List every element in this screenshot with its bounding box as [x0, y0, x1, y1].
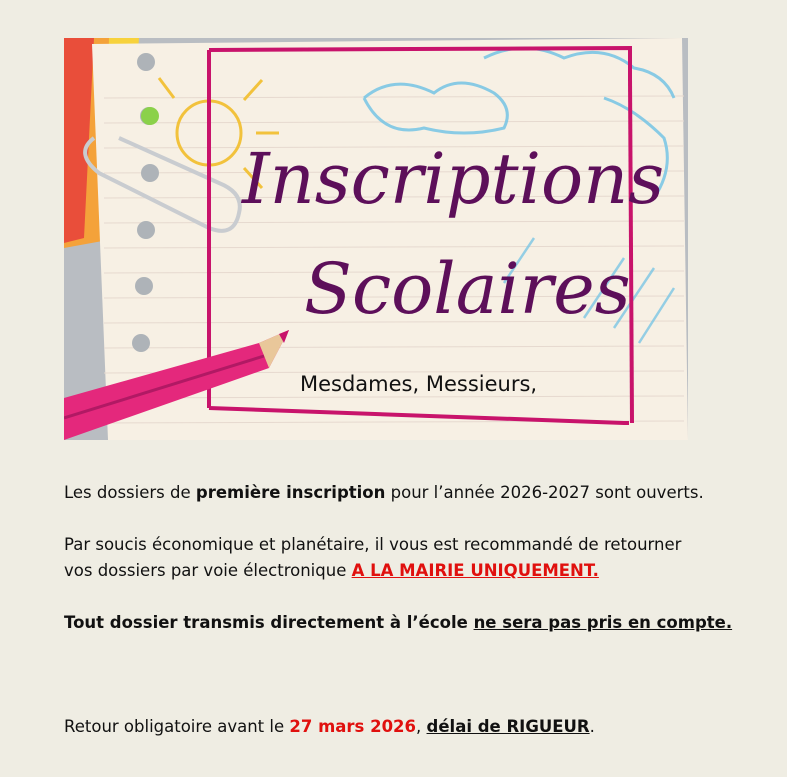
- paragraph-deadline: [64, 714, 744, 740]
- p2-line2: vos dossiers par voie électronique: [64, 561, 352, 580]
- p1-bold-text: première inscription: [195, 483, 386, 502]
- p3-underlined-text: ne sera pas pris en compte.: [473, 613, 733, 632]
- paragraph-recommendation: [64, 532, 744, 584]
- p4-comma: ,: [416, 717, 427, 736]
- p4-end: .: [589, 717, 595, 736]
- deadline-date: 27 mars 2026: [289, 717, 417, 736]
- p1-text-end: pour l’année 2026-2027 sont ouverts.: [385, 483, 704, 502]
- mairie-only-highlight: A LA MAIRIE UNIQUEMENT.: [351, 561, 599, 580]
- greeting-text: Mesdames, Messieurs,: [300, 372, 538, 396]
- banner-title-line1: Inscriptions: [242, 138, 665, 220]
- deadline-rigueur: délai de RIGUEUR: [426, 717, 590, 736]
- p1-text: Les dossiers de: [64, 483, 196, 502]
- p3-bold-text: Tout dossier transmis directement à l’école: [64, 613, 474, 632]
- p2-line1: Par soucis économique et planétaire, il vous est recommandé de retourner: [64, 535, 682, 554]
- p4-text: Retour obligatoire avant le: [64, 717, 290, 736]
- banner-title-line2: Scolaires: [304, 248, 631, 330]
- paragraph-warning: [64, 610, 744, 636]
- paragraph-first-inscription: [64, 480, 744, 506]
